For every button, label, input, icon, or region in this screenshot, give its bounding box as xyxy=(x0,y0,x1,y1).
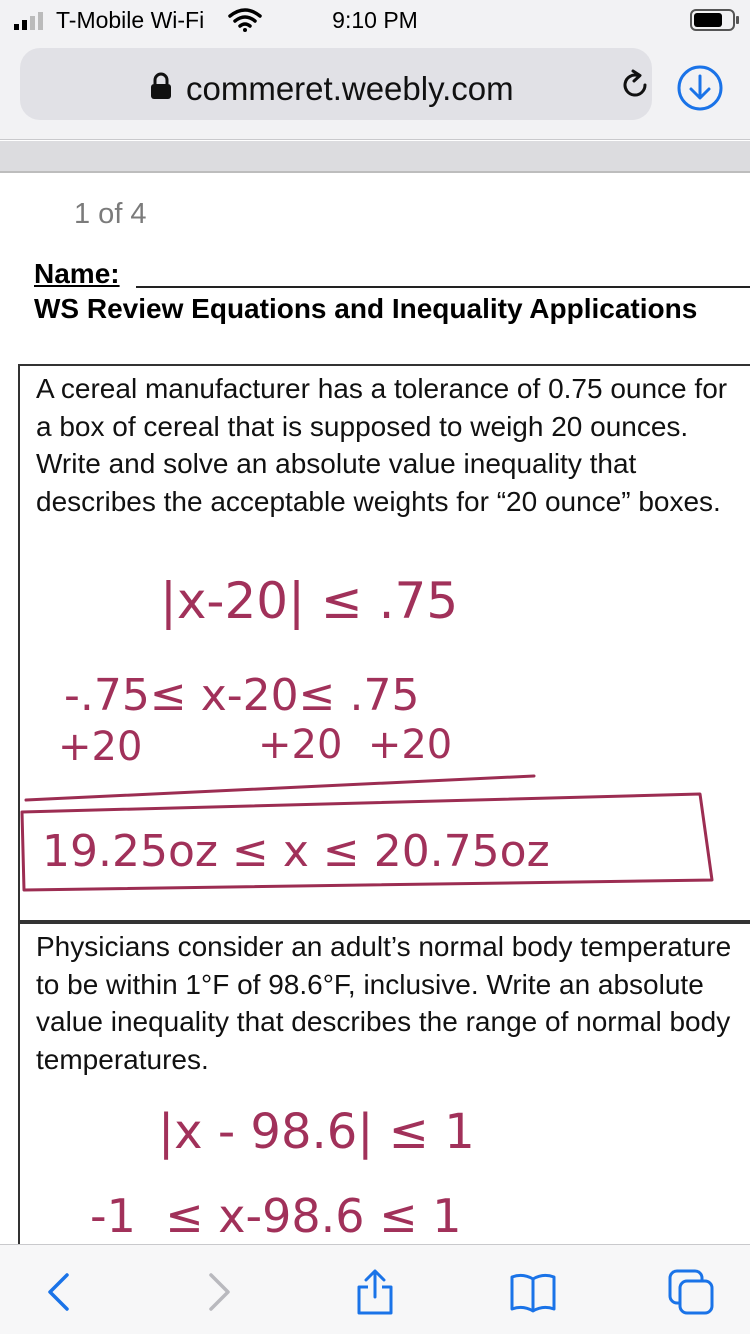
status-bar xyxy=(0,0,750,40)
q2-work-line-2: -1 ≤ x-98.6 ≤ 1 xyxy=(90,1189,462,1243)
question-2-text: Physicians consider an adult’s normal body temperature to be within 1°F of 98.6°F, inclusive. Write an absolute value inequality that describes the range of normal body temperatures. xyxy=(36,931,732,1075)
address-bar[interactable] xyxy=(20,48,652,120)
q1-work-line-3a: +20 xyxy=(58,724,143,770)
q2-work-line-1: |x - 98.6| ≤ 1 xyxy=(158,1104,475,1160)
carrier-name: T-Mobile Wi-Fi xyxy=(56,7,205,33)
browser-address-area xyxy=(0,40,750,140)
question-1-text: A cereal manufacturer has a tolerance of 0.75 ounce for a box of cereal that is supposed to weigh 20 ounces. Write and solve an absolute value inequality that describes the acceptable weights for “20 ounce” boxes. xyxy=(36,373,728,517)
back-icon[interactable] xyxy=(34,1267,84,1317)
pdf-viewer-header xyxy=(0,141,750,173)
download-icon[interactable] xyxy=(676,64,724,112)
q1-work-line-1: |x-20| ≤ .75 xyxy=(160,572,459,630)
bookmarks-icon[interactable] xyxy=(508,1267,558,1317)
reload-icon[interactable] xyxy=(618,68,652,102)
forward-icon[interactable] xyxy=(194,1267,244,1317)
page-indicator: 1 of 4 xyxy=(74,198,147,230)
question-2-box xyxy=(18,922,750,1262)
clock: 9:10 PM xyxy=(332,7,418,33)
browser-toolbar xyxy=(0,1244,750,1334)
question-1-box xyxy=(18,364,750,922)
lock-icon xyxy=(150,72,172,100)
share-icon[interactable] xyxy=(350,1267,400,1317)
q1-work-answer: 19.25oz ≤ x ≤ 20.75oz xyxy=(42,826,550,877)
q1-work-line-3b: +20 +20 xyxy=(258,722,453,768)
name-blank-line xyxy=(136,286,750,288)
name-label: Name: xyxy=(34,258,120,289)
tabs-icon[interactable] xyxy=(666,1267,716,1317)
url-text[interactable]: commeret.weebly.com xyxy=(186,70,514,107)
q1-work-line-2: -.75≤ x-20≤ .75 xyxy=(64,670,420,721)
worksheet-title: WS Review Equations and Inequality Applications xyxy=(34,293,698,324)
battery-icon xyxy=(690,8,740,32)
